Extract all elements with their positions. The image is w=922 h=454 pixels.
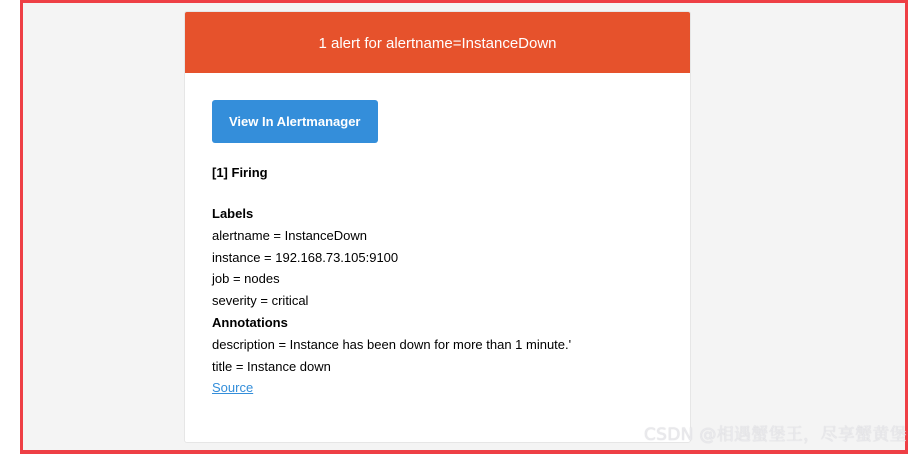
alert-email-card [184, 11, 691, 443]
csdn-watermark: CSDN @相遇蟹堡王，尽享蟹黄堡 [644, 425, 907, 445]
view-in-alertmanager-button[interactable]: View In Alertmanager [212, 100, 378, 143]
labels-heading: Labels [212, 206, 254, 221]
label-line-alertname: alertname = InstanceDown [212, 228, 368, 243]
alert-body [185, 73, 690, 398]
firing-title: [1] Firing [212, 165, 268, 180]
label-line-job: job = nodes [212, 271, 280, 287]
alert-header-title: 1 alert for alertname=InstanceDown [318, 34, 557, 52]
annotations-heading: Annotations [212, 314, 288, 330]
screenshot-frame [20, 0, 908, 454]
label-line-severity: severity = critical [212, 293, 309, 309]
source-link[interactable]: Source [212, 380, 254, 396]
annotation-line-description: description = Instance has been down for more than 1 minute.' [212, 336, 572, 352]
alert-header [185, 12, 690, 73]
label-line-instance: instance = 192.168.73.105:9100 [212, 249, 399, 265]
annotation-line-title: title = Instance down [212, 358, 331, 374]
